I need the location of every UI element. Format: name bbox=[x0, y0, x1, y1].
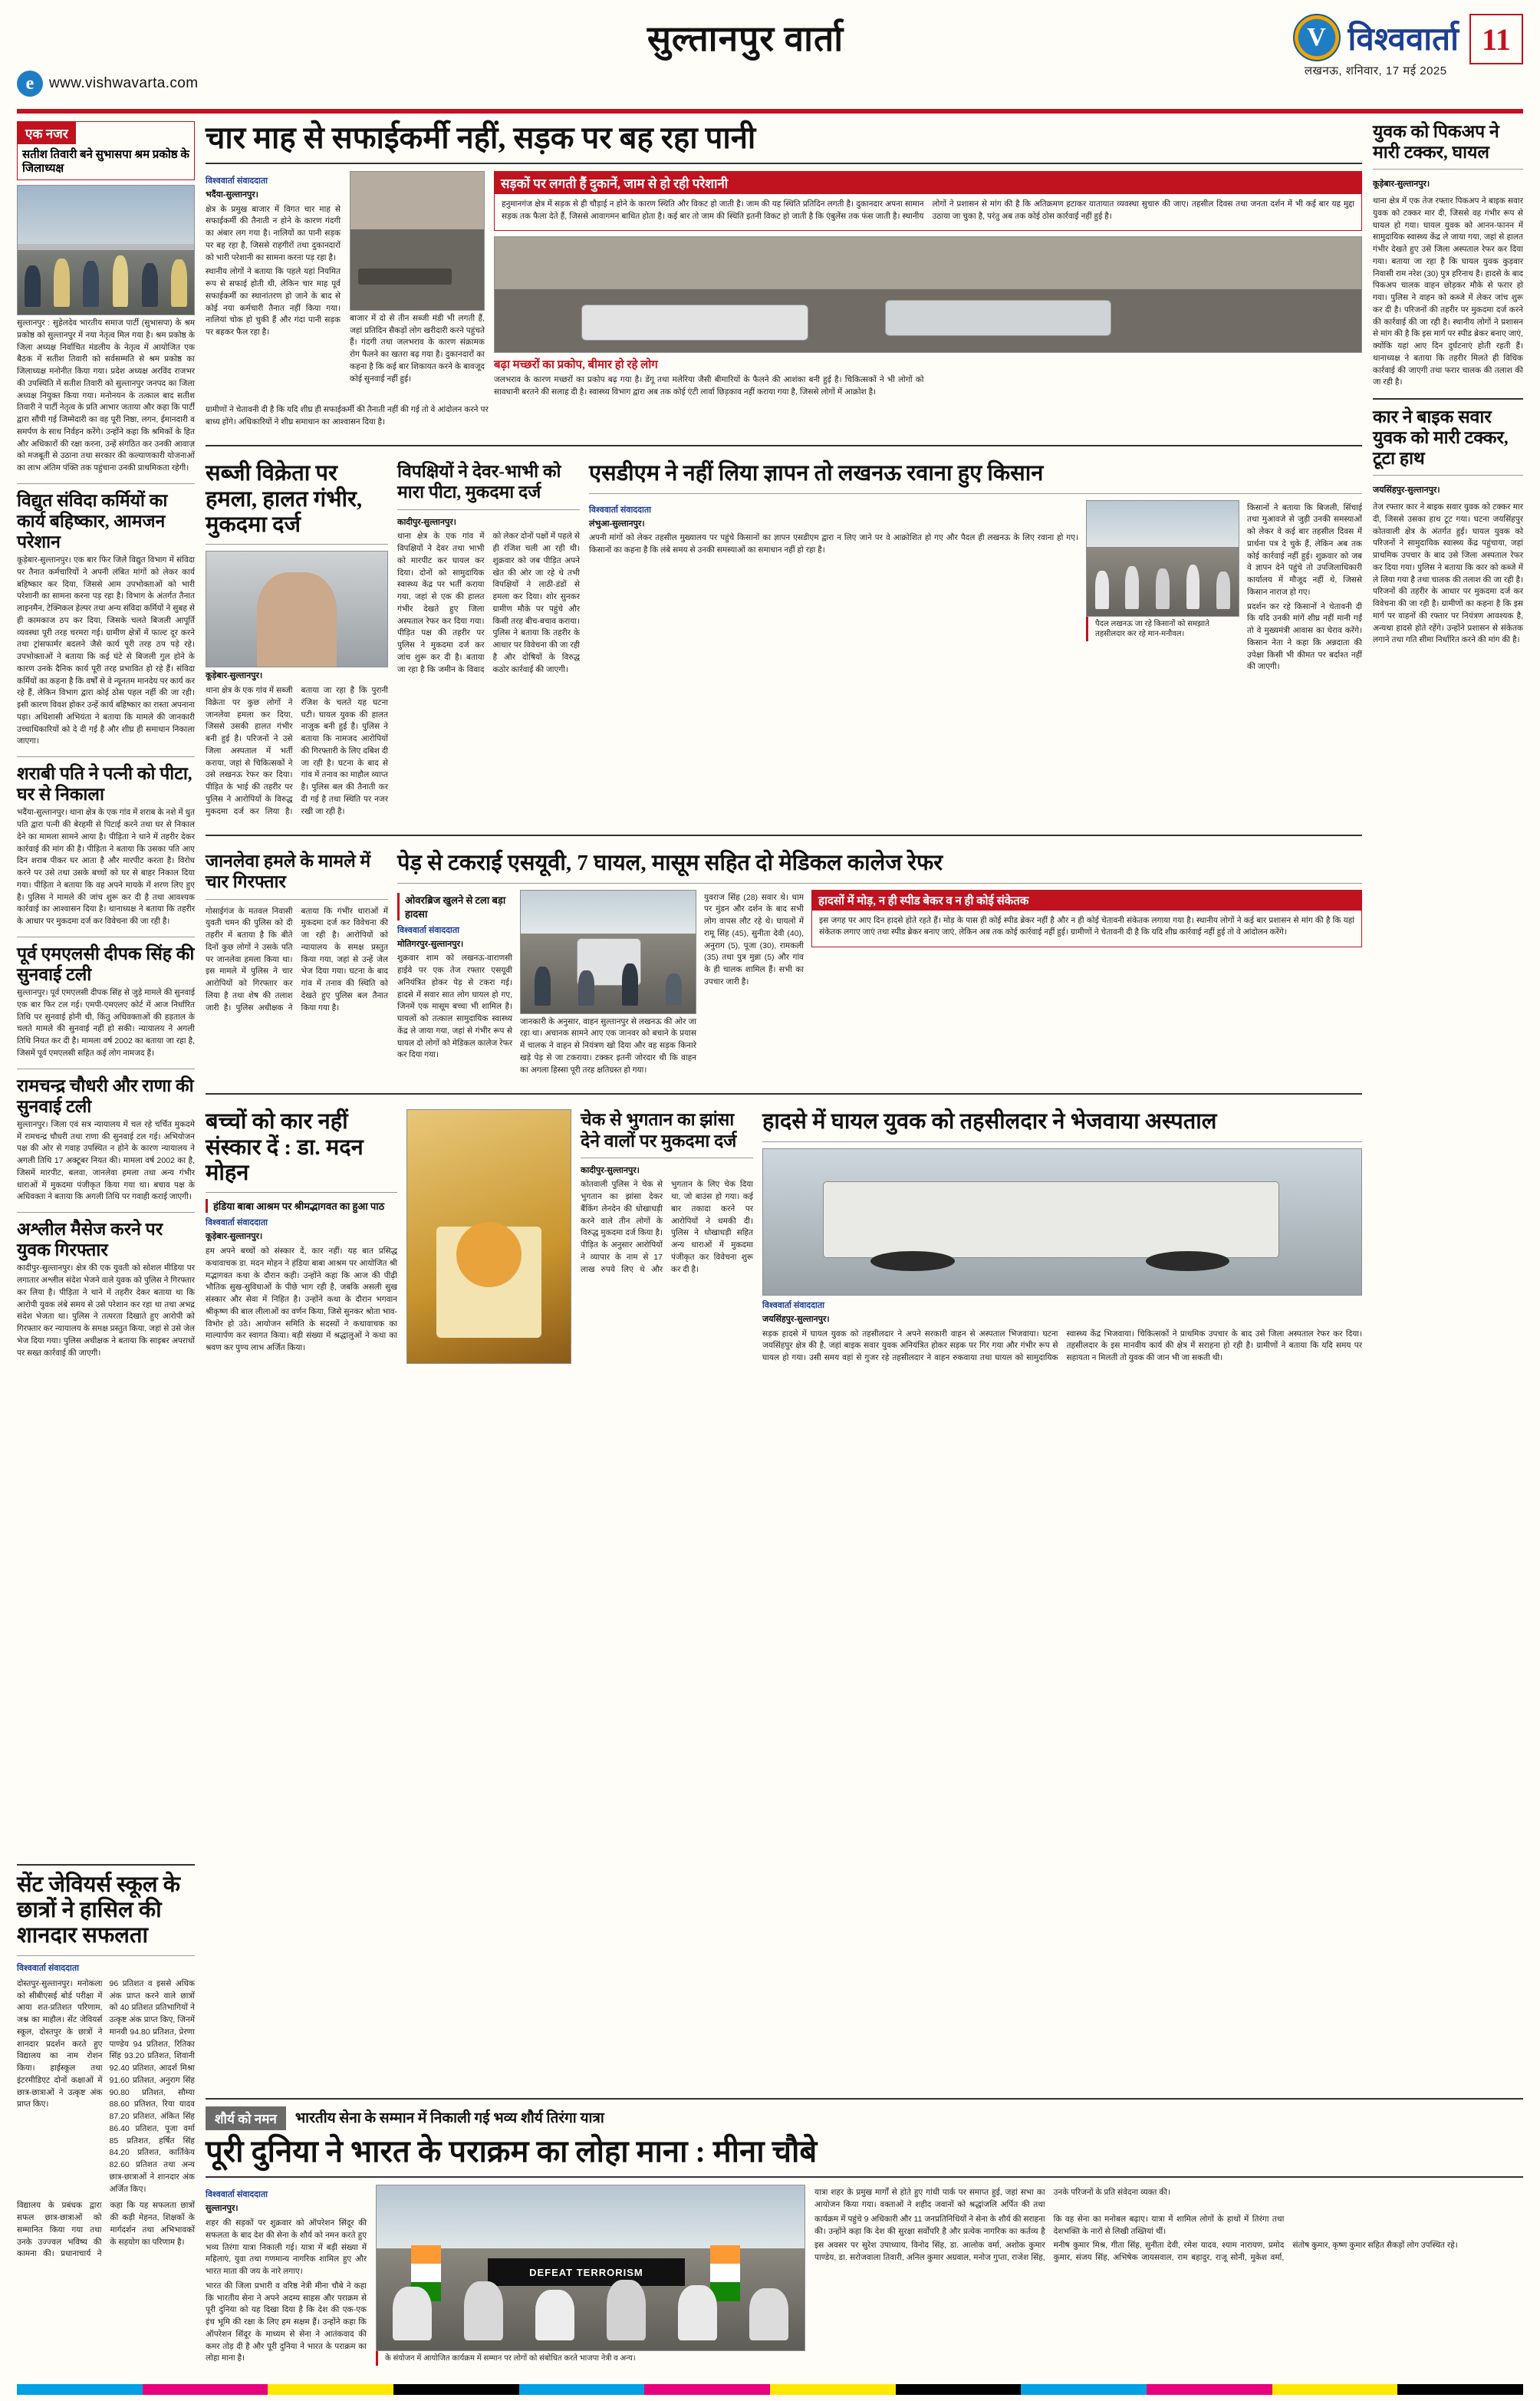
shaurya-photo-caption: के संयोजन में आयोजित कार्यक्रम में सम्मान पर लोगों को संबोधित करते भाजपा नेत्री व अन्य। bbox=[385, 2354, 636, 2363]
photo-farmers-march bbox=[1086, 500, 1239, 617]
lead-p4: ग्रामीणों ने चेतावनी दी है कि यदि शीघ्र ही सफाईकर्मी की तैनाती नहीं की गई तो वे आंदोलन करने पर बाध्य होंगे। अधिकारियों ने शीघ्र समाधान का आश्वासन दिया है। bbox=[206, 404, 489, 427]
shaurya-tagline: भारतीय सेना के सम्मान में निकाली गई भव्य शौर्य तिरंगा यात्रा bbox=[295, 2110, 604, 2126]
ek-najar-body: सुल्तानपुर : सुहेलदेव भारतीय समाज पार्टी (सुभासपा) के श्रम प्रकोष्ठ को सुल्तानपुर में नया नेतृत्व मिल गया है। श्रम प्रकोष्ठ के जिला अध्यक्ष निर्वाचित मंडलीय के नेतृत्व में आयोजित एक बैठक में सतीश तिवारी को सर्वसम्मति से श्रम प्रकोष्ठ का जिलाध्यक्ष मनोनीत किया गया। प्रदेश अध्यक्ष अरविंद राजभर की उपस्थिति में सतीश तिवारी को सुल्तानपुर जनपद का जिला अध्यक्ष नियुक्त किया गया। मनोनयन के तत्काल बाद सतीश तिवारी ने पार्टी नेतृत्व के प्रति आभार जताया और कहा कि पार्टी द्वारा सौंपी गई जिम्मेदारी का वह पूरी निष्ठा, लगन, ईमानदारी व समर्पण के साथ निर्वहन करेंगे। उन्होंने कहा कि श्रमिकों के हित और अधिकारों की रक्षा करना, उन्हें संगठित कर उनकी आवाज़ को मजबूती से उठाना तथा सरकार की कल्याणकारी योजनाओं का लाभ अंतिम पंक्ति तक पहुंचाना उनकी प्राथमिकता रहेगी। bbox=[17, 318, 195, 473]
xaviers-byline: विश्ववार्ता संवाददाता bbox=[17, 1963, 79, 1973]
page-number: 11 bbox=[1469, 14, 1523, 64]
tehsildar-dateline: जयसिंहपुर-सुल्तानपुर। bbox=[762, 1314, 830, 1324]
e-paper-icon: e bbox=[17, 71, 43, 97]
kisan-p2: किसानों ने बताया कि बिजली, सिंचाई तथा मुआवजे से जुड़ी उनकी समस्याओं को लेकर वे कई बार तहसील दिवस में प्रार्थना पत्र दे चुके हैं, लेकिन अब तक कोई कार्रवाई नहीं हुई। शुक्रवार को जब वे ज्ञापन देने पहुंचे तो उपजिलाधिकारी कार्यालय में मौजूद नहीं थे, जिससे किसान नाराज हो गए। bbox=[1247, 502, 1362, 597]
suv-p1: शुक्रवार शाम को लखनऊ-वाराणसी हाईवे पर एक तेज रफ्तार एसयूवी अनियंत्रित होकर पेड़ से टकरा गई। हादसे में सवार सात लोग घायल हो गए, जिनमें एक मासूम बच्चा भी शामिल है। घायलों को तत्काल सामुदायिक स्वास्थ्य केंद्र ले जाया गया, जहां से गंभीर रूप से घायल दो लोगों को मेडिकल कालेज रेफर कर दिया गया। bbox=[397, 953, 512, 1060]
lead-byline: विश्ववार्ता संवाददाता bbox=[206, 176, 268, 186]
sanskar-dateline: कूड़ेबार-सुल्तानपुर। bbox=[206, 1232, 263, 1242]
story-check bbox=[581, 1109, 753, 1366]
photo-injured-man bbox=[206, 551, 388, 667]
shaurya-p1: शहर की सड़कों पर शुक्रवार को ऑपरेशन सिंदूर की सफलता के बाद देश की सेना के शौर्य को नमन करते हुए भव्य तिरंगा यात्रा निकाली गई। यात्रा में बड़ी संख्या में महिलाएं, युवा तथा गणमान्य नागरिक शामिल हुए और भारत माता की जय के नारे लगाए। bbox=[206, 2218, 367, 2276]
story-devar-body: थाना क्षेत्र के एक गांव में विपक्षियों ने देवर तथा भाभी को मारपीट कर घायल कर दिया। दोनों को सामुदायिक स्वास्थ्य केंद्र पर भर्ती कराया गया, जहां से एक की हालत गंभीर देखते हुए जिला अस्पताल रेफर कर दिया गया। पीड़ित पक्ष की तहरीर पर पुलिस ने मुकदमा दर्ज कर जांच शुरू कर दी है। बताया जा रहा है कि जमीन के विवाद को लेकर दोनों पक्षों में पहले से ही रंजिश चली आ रही थी। शुक्रवार को जब पीड़ित अपने खेत की ओर जा रहे थे तभी विपक्षियों ने लाठी-डंडों से हमला कर दिया। शोर सुनकर ग्रामीण मौके पर पहुंचे और किसी तरह बीच-बचाव कराया। पुलिस ने बताया कि तहरीर के आधार पर विवेचना की जा रही है और दोषियों के विरुद्ध कठोर कार्रवाई की जाएगी। bbox=[397, 532, 580, 674]
story-sdm-kisan bbox=[589, 461, 1362, 820]
ek-najar-box bbox=[17, 121, 195, 180]
shaurya-p4: कार्यक्रम में पहुंचे 9 अधिकारी और 11 जनप्रतिनिधियों ने सेना के शौर्य की सराहना की। उन्होंने कहा कि देश की सुरक्षा सर्वोपरि है और प्रत्येक नागरिक का कर्तव्य है कि वह सेना का मनोबल बढ़ाए। यात्रा में शामिल लोगों के हाथों में तिरंगा तथा देशभक्ति के नारों से लिखी तख्तियां थीं। bbox=[814, 2214, 1285, 2236]
column-5 bbox=[1373, 121, 1523, 1367]
carbike-dateline: जयसिंहपुर-सुल्तानपुर। bbox=[1373, 486, 1440, 496]
subhead-mosquito-body: जलभराव के कारण मच्छरों का प्रकोप बढ़ गया है। डेंगू तथा मलेरिया जैसी बीमारियों के फैलने की आशंका बनी हुई है। चिकित्सकों ने भी लोगों को सावधानी बरतने की सलाह दी है। स्वास्थ्य विभाग द्वारा अब तक कोई एंटी लार्वा छिड़काव नहीं कराया गया है, जिससे लोगों में आक्रोश है। bbox=[494, 375, 924, 397]
shaurya-dateline: सुल्तानपुर। bbox=[206, 2204, 239, 2214]
story-ramchandra-body: सुल्तानपुर। जिला एवं सत्र न्यायालय में चल रहे चर्चित मुकदमे में रामचन्द्र चौधरी तथा राणा की सुनवाई टल गई। अभियोजन पक्ष की ओर से गवाह उपस्थित न होने के कारण न्यायालय ने अगली तिथि 17 अक्टूबर नियत की। मामला वर्ष 2002 का है, जिसमें मारपीट, बलवा, जानलेवा हमला तथा अन्य गंभीर धाराओं में मुकदमा पंजीकृत किया गया था। बचाव पक्ष के अधिवक्ता ने बताया कि अगली तिथि पर गवाही कराई जाएगी। bbox=[17, 1119, 195, 1202]
redbox-speed-head: हादसों में मोड़, न ही स्पीड बेकर व न ही कोई संकेतक bbox=[812, 891, 1361, 911]
shaurya-tag: शौर्य को नमन bbox=[206, 2106, 286, 2130]
headline-check: चेक से भुगतान का झांसा देने वालों पर मुकदमा दर्ज bbox=[581, 1110, 737, 1151]
suv-byline: विश्ववार्ता संवाददाता bbox=[397, 925, 459, 935]
photo-tiranga-yatra bbox=[376, 2185, 805, 2351]
shaurya-p2: भारत की जिला प्रभारी व वरिष्ठ नेत्री मीना चौबे ने कहा कि भारतीय सेना ने अपने अदम्य साहस और पराक्रम से पूरी दुनिया को यह दिखा दिया है कि देश की एक-एक इंच भूमि की रक्षा के लिए हम सक्षम हैं। उन्होंने कहा कि ऑपरेशन सिंदूर के माध्यम से सेना ने आतंकवाद की कमर तोड़ दी है और पूरी दुनिया ने भारत के पराक्रम का लोहा माना है। bbox=[206, 2281, 367, 2363]
headline-vidyut: विद्युत संविदा कर्मियों का कार्य बहिष्कार, आमजन परेशान bbox=[17, 490, 168, 552]
brand-name: विश्ववार्ता bbox=[1348, 21, 1459, 58]
story-shaurya bbox=[206, 2091, 1523, 2367]
headline-ashlil-message: अश्लील मैसेज करने पर युवक गिरफ्तार bbox=[17, 1220, 163, 1260]
masthead bbox=[17, 14, 1523, 106]
story-sharabi-body: भदैंया-सुल्तानपुर। थाना क्षेत्र के एक गांव में शराब के नशे में धुत पति द्वारा पत्नी की बेरहमी से पिटाई करने तथा घर से निकाल देने का मामला सामने आया है। पीड़िता ने थाने में तहरीर देकर कार्रवाई की मांग की है। पीड़िता ने बताया कि उसका पति आए दिन शराब पीकर घर आता है और मारपीट करता है। विरोध करने पर उसे तथा उसके बच्चों को घर से बाहर निकाल दिया गया। पीड़िता ने बताया कि वह अपने मायके में शरण लिए हुए है। पुलिस ने मामले की जांच शुरू कर दी है तथा आवश्यक कार्रवाई का आश्वासन दिया है। थानाध्यक्ष ने बताया कि तहरीर के आधार पर मुकदमा दर्ज कर विवेचना की जा रही है। bbox=[17, 808, 195, 927]
shaurya-p3: यात्रा शहर के प्रमुख मार्गों से होते हुए गांधी पार्क पर समाप्त हुई, जहां सभा का आयोजन किया गया। वक्ताओं ने शहीद जवानों को श्रद्धांजलि अर्पित की तथा उनके परिजनों के प्रति संवेदना व्यक्त की। bbox=[814, 2188, 1170, 2209]
headline-st-xaviers: सेंट जेवियर्स स्कूल के छात्रों ने हासिल की शानदार सफलता bbox=[17, 1872, 181, 1948]
kisan-p1: अपनी मांगों को लेकर तहसील मुख्यालय पर पहुंचे किसानों का ज्ञापन एसडीएम द्वारा न लिए जाने पर वे आक्रोशित हो गए और पैदल ही लखनऊ के लिए रवाना हो गए। किसानों का कहना है कि लंबे समय से उनकी समस्याओं का समाधान नहीं हो रहा है। bbox=[589, 533, 1078, 555]
redbox-jam-body: हनुमानगंज क्षेत्र में सड़क से ही चौड़ाई न होने के कारण स्थिति और विकट हो जाती है। जाम की यह स्थिति प्रतिदिन लगती है। दुकानदार अपना सामान सड़क तक फैला देते हैं, जिससे आवागमन बाधित होता है। कई बार तो जाम की स्थिति इतनी विकट हो जाती है कि एंबुलेंस तक फंस जाती है। स्थानीय लोगों ने प्रशासन से मांग की है कि अतिक्रमण हटाकर यातायात व्यवस्था सुचारु की जाए। तहसील दिवस तथा जनता दर्शन में भी कई बार यह मुद्दा उठाया जा चुका है, परंतु अब तक कोई ठोस कार्रवाई नहीं हुई है। bbox=[502, 199, 1354, 221]
headline-janleva: जानलेवा हमले के मामले में चार गिरफ्तार bbox=[206, 851, 371, 892]
story-janleva bbox=[206, 851, 388, 1079]
shaurya-byline: विश्ववार्ता संवाददाता bbox=[206, 2190, 268, 2200]
pickup-body: थाना क्षेत्र में एक तेज रफ्तार पिकअप ने बाइक सवार युवक को टक्कर मार दी, जिससे वह गंभीर रूप से घायल हो गया। घायल युवक को आनन-फानन में सामुदायिक स्वास्थ्य केंद्र ले जाया गया, जहां से हालत गंभीर देखते हुए उसे जिला अस्पताल रेफर कर दिया गया। बताया जा रहा है कि घायल युवक कुड़वार निवासी राम नरेश (30) पुत्र हरिनाथ है। हादसे के बाद पिकअप चालक वाहन छोड़कर मौके से फरार हो गया। पुलिस ने वाहन को कब्जे में लेकर जांच शुरू कर दी है। परिजनों की तहरीर पर मुकदमा दर्ज करने की कार्रवाई की जा रही है। स्थानीय लोगों ने प्रशासन से मांग की है कि इस मार्ग पर स्पीड ब्रेकर बनाए जाएं, क्योंकि यहां आए दिन दुर्घटनाएं होती रहती हैं। थानाध्यक्ष ने बताया कि तहरीर मिलते ही विधिक कार्रवाई की जाएगी तथा फरार चालक की तलाश की जा रही है। bbox=[1373, 196, 1523, 387]
masthead-rule bbox=[17, 109, 1523, 114]
photo-katha-wrap bbox=[406, 1109, 571, 1366]
redbox-speedbreaker bbox=[811, 890, 1362, 948]
column-mid bbox=[206, 121, 1362, 1367]
headline-sdm-kisan: एसडीएम ने नहीं लिया ज्ञापन तो लखनऊ रवाना हुए किसान bbox=[589, 461, 1044, 486]
headline-suv: पेड़ से टकराई एसयूवी, 7 घायल, मासूम सहित दो मेडिकल कालेज रेफर bbox=[397, 851, 943, 876]
headline-ramchandra: रामचन्द्र चौधरी और राणा की सुनवाई टली bbox=[17, 1075, 194, 1116]
redbox-jam bbox=[494, 171, 1362, 232]
headline-sabji: सब्जी विक्रेता पर हमला, हालत गंभीर, मुकदमा दर्ज bbox=[206, 461, 363, 537]
edition-date: लखनऊ, शनिवार, 17 मई 2025 bbox=[1304, 64, 1447, 77]
photo-broken-road bbox=[350, 171, 485, 311]
suv-dateline: मोतिगरपुर-सुल्तानपुर। bbox=[397, 939, 464, 949]
logo-icon: V bbox=[1293, 14, 1341, 61]
kisan-dateline: लंभुआ-सुल्तानपुर। bbox=[589, 519, 645, 529]
pickup-dateline: कूड़ेबार-सुल्तानपुर। bbox=[1373, 179, 1430, 189]
tehsildar-body: सड़क हादसे में घायल युवक को तहसीलदार ने अपने सरकारी वाहन से अस्पताल भिजवाया। घटना जयसिंहपुर क्षेत्र की है, जहां बाइक सवार युवक अनियंत्रित होकर सड़क पर गिर गया और गंभीर रूप से घायल हो गया। उसी समय वहां से गुजर रहे तहसीलदार ने वाहन रुकवाया तथा घायल को सामुदायिक स्वास्थ्य केंद्र भिजवाया। चिकित्सकों ने प्राथमिक उपचार के बाद उसे जिला अस्पताल रेफर कर दिया। तहसीलदार के इस मानवीय कार्य की क्षेत्र में सराहना हो रही है। ग्रामीणों ने बताया कि यदि समय पर सहायता न मिलती तो युवक की जान भी जा सकती थी। bbox=[762, 1329, 1362, 1363]
story-devar-bhabhi bbox=[397, 461, 580, 820]
subhead-mosquito: बढ़ा मच्छरों का प्रकोप, बीमार हो रहे लोग bbox=[494, 359, 658, 372]
headline-tehsildar: हादसे में घायल युवक को तहसीलदार ने भेजवाया अस्पताल bbox=[762, 1109, 1217, 1135]
headline-shaurya: पूरी दुनिया ने भारत के पराक्रम का लोहा माना : मीना चौबे bbox=[206, 2134, 818, 2169]
lead-p3: बाजार में दो से तीन सब्जी मंडी भी लगती हैं, जहां प्रतिदिन सैकड़ों लोग खरीदारी करने पहुंचते हैं। गंदगी तथा जलभराव के कारण संक्रामक रोग फैलने का खतरा बढ़ गया है। दुकानदारों का कहना है कि कई बार शिकायत करने के बावजूद कोई सुनवाई नहीं हुई। bbox=[350, 313, 485, 384]
story-sanskar bbox=[206, 1109, 397, 1366]
row-two bbox=[206, 461, 1362, 820]
brand-block bbox=[1293, 14, 1459, 78]
lead-headline: चार माह से सफाईकर्मी नहीं, सड़क पर बह रहा पानी bbox=[206, 120, 756, 155]
story-sabji-body2: थाना क्षेत्र के एक गांव में सब्जी विक्रेता पर कुछ लोगों ने जानलेवा हमला कर दिया, जिससे उसकी हालत गंभीर बनी हुई है। परिजनों ने उसे जिला अस्पताल में भर्ती कराया, जहां से चिकित्सकों ने उसे लखनऊ रेफर कर दिया। पीड़ित के भाई की तहरीर पर पुलिस ने आरोपियों के विरुद्ध मुकदमा दर्ज कर लिया है। बताया जा रहा है कि पुरानी रंजिश के चलते यह घटना घटी। घायल युवक की हालत नाजुक बनी हुई है। पुलिस ने बताया कि नामजद आरोपियों की गिरफ्तारी के लिए दबिश दी जा रही है। घटना के बाद से गांव में तनाव का माहौल व्याप्त है। पुलिस बल की तैनाती कर दी गई है तथा स्थिति पर नजर रखी जा रही है। bbox=[206, 686, 388, 816]
row-four bbox=[206, 1109, 1362, 1366]
carbike-body: तेज रफ्तार कार ने बाइक सवार युवक को टक्कर मार दी, जिससे उसका हाथ टूट गया। घटना जयसिंहपुर कोतवाली क्षेत्र के अंतर्गत हुई। घायल युवक को परिजनों ने सामुदायिक स्वास्थ्य केंद्र पहुंचाया, जहां प्राथमिक उपचार के बाद उसे जिला अस्पताल रेफर कर दिया गया। पुलिस ने बताया कि कार को कब्जे में ले लिया गया है तथा चालक की तलाश की जा रही है। परिजनों की तहरीर के आधार पर मुकदमा दर्ज कर विवेचना की जा रही है। ग्रामीणों का कहना है कि इस मार्ग पर वाहनों की रफ्तार पर नियंत्रण आवश्यक है, अन्यथा हादसे होते रहेंगे। उन्होंने प्रशासन से संकेतक लगाने तथा गति सीमा निर्धारित करने की मांग की है। bbox=[1373, 502, 1523, 645]
column-1 bbox=[17, 121, 195, 1367]
devar-dateline: कादीपुर-सुल्तानपुर। bbox=[397, 517, 456, 527]
xaviers-p3: 96 प्रतिशत व इससे अधिक अंक प्राप्त करने वाले छात्रों को 40 प्रतिशत प्रतिभागियों ने उत्कृष्ट अंक प्राप्त किए, जिनमें मानवी 94.80 प्रतिशत, प्रेरणा पाण्डेय 94 प्रतिशत, रितिका सिंह 93.20 प्रतिशत, शिवानी 92.40 प्रतिशत, आदर्श मिश्रा 91.60 प्रतिशत, अनुराग सिंह 90.80 प्रतिशत, सौम्या 88.60 प्रतिशत, रिया यादव 87.20 प्रतिशत, अंकित सिंह 86.40 प्रतिशत, पूजा वर्मा 85 प्रतिशत, हर्षित सिंह 84.20 प्रतिशत, कार्तिकेय 82.60 प्रतिशत तथा अन्य छात्र-छात्राओं ने शानदार अंक अर्जित किए। bbox=[109, 1978, 195, 2194]
xaviers-p1: दोस्तपुर-सुल्तानपुर। मनोकला को सीबीएसई बोर्ड परीक्षा में आया शत-प्रतिशत परिणाम, जश्न का माहौल। सेंट जेवियर्स स्कूल, दोस्तपुर के छात्रों ने शानदार प्रदर्शन करते हुए विद्यालय का नाम रोशन किया। हाईस्कूल तथा इंटरमीडिएट दोनों कक्षाओं में छात्र-छात्राओं ने उत्कृष्ट अंक प्राप्त किए। bbox=[17, 1978, 103, 2110]
story-ashlil-body: कादीपुर-सुल्तानपुर। क्षेत्र की एक युवती को सोशल मीडिया पर लगातार अश्लील संदेश भेजने वाले युवक को पुलिस ने गिरफ्तार कर लिया है। पीड़िता ने थाने में तहरीर देकर बताया था कि आरोपी युवक लंबे समय से उसे परेशान कर रहा था तथा अभद्र संदेश भेजता था। पुलिस ने तत्परता दिखाते हुए आरोपी को गिरफ्तार कर न्यायालय के समक्ष प्रस्तुत किया, जहां से उसे जेल भेज दिया गया। पुलिस अधीक्षक ने बताया कि साइबर अपराधों पर सख्त कार्रवाई की जाएगी। bbox=[17, 1263, 195, 1358]
xaviers-p2: विद्यालय के प्रबंधक द्वारा सफल छात्र-छात्राओं को सम्मानित किया गया तथा उनके उज्ज्वल भविष्य की कामना की। प्रधानाचार्य ने कहा कि यह सफलता छात्रों की कड़ी मेहनत, शिक्षकों के मार्गदर्शन तथा अभिभावकों के सहयोग का परिणाम है। bbox=[17, 2201, 195, 2259]
story-sabji bbox=[206, 461, 388, 820]
suv-p2: जानकारी के अनुसार, वाहन सुल्तानपुर से लखनऊ की ओर जा रहा था। अचानक सामने आए एक जानवर को बचाने के प्रयास में चालक ने वाहन से नियंत्रण खो दिया और वह सड़क किनारे खड़े पेड़ से जा टकराया। टक्कर इतनी जोरदार थी कि वाहन का अगला हिस्सा पूरी तरह क्षतिग्रस्त हो गया। bbox=[520, 1016, 696, 1075]
headline-car-bike: कार ने बाइक सवार युवक को मारी टक्कर, टूटा हाथ bbox=[1373, 407, 1509, 469]
lead-dateline: भदैंया-सुल्तानपुर। bbox=[206, 189, 258, 199]
photo-police-jeep bbox=[762, 1148, 1362, 1296]
check-dateline: कादीपुर-सुल्तानपुर। bbox=[581, 1165, 640, 1175]
lead-p2: स्थानीय लोगों ने बताया कि पहले यहां नियमित रूप से सफाई होती थी, लेकिन चार माह पूर्व सफाईकर्मी का स्थानांतरण हो जाने के बाद से कोई नया कर्मचारी तैनात नहीं किया गया। नालियां चोक हो चुकी हैं और गंदा पानी सड़क पर बहकर फैल रहा है। bbox=[206, 267, 341, 338]
photo-market-jam bbox=[494, 236, 1362, 353]
headline-devar-bhabhi: विपक्षियों ने देवर-भाभी को मारा पीटा, मुकदमा दर्ज bbox=[397, 462, 561, 502]
lead-p1: क्षेत्र के प्रमुख बाजार में विगत चार माह से सफाईकर्मी की तैनाती न होने के कारण गंदगी का अंबार लग गया है। नालियों का पानी सड़क पर बह रहा है, जिससे राहगीरों तथा दुकानदारों को भारी परेशानी का सामना करना पड़ रहा है। bbox=[206, 204, 341, 262]
photo-satish-tiwari bbox=[17, 185, 195, 315]
website-url[interactable]: www.vishwavarta.com bbox=[49, 75, 199, 91]
sanskar-byline: विश्ववार्ता संवाददाता bbox=[206, 1218, 268, 1228]
ek-najar-subhead: सतीश तिवारी बने सुभासपा श्रम प्रकोष्ठ के जिलाध्यक्ष bbox=[22, 149, 189, 175]
page-title: सुल्तानपुर वार्ता bbox=[647, 19, 844, 58]
sanskar-body: हम अपने बच्चों को संस्कार दें, कार नहीं। यह बात प्रसिद्ध कथावाचक डा. मदन मोहन ने हंडिया बाबा आश्रम पर आयोजित श्री मद्भागवत कथा के दौरान कही। उन्होंने कहा कि आज की पीढ़ी भौतिक सुख-सुविधाओं के पीछे भाग रही है, जबकि असली सुख संस्कार और सेवा में निहित है। उन्होंने कथा के दौरान भगवान श्रीकृष्ण की बाल लीलाओं का वर्णन किया, जिसे सुनकर श्रोता भाव-विभोर हो उठे। आयोजन समिति के सदस्यों ने कथावाचक का माल्यार्पण कर स्वागत किया। बड़ी संख्या में श्रद्धालुओं ने कथा का श्रवण कर पुण्य लाभ अर्जित किया। bbox=[206, 1247, 397, 1353]
suv-kicker: ओवरब्रिज खुलने से टला बड़ा हादसा bbox=[405, 894, 506, 920]
protest-banner: DEFEAT TERRORISM bbox=[488, 2258, 685, 2287]
shaurya-p5: इस अवसर पर सुरेश उपाध्याय, विनोद सिंह, डा. आलोक वर्मा, अशोक कुमार पाण्डेय, डा. सरोजवाला तिवारी, अनिल कुमार अग्रवाल, मनोज गुप्ता, राजेश सिंह, मनीष कुमार मिश्र, गीता सिंह, सुनीता देवी, रमेश यादव, श्याम नारायण, प्रमोद कुमार, संजय सिंह, अभिषेक जायसवाल, राम बहादुर, राजू सोनी, मुकेश वर्मा, संतोष कुमार, कृष्ण कुमार सहित सैकड़ों लोग उपस्थित रहे। bbox=[814, 2241, 1458, 2262]
story-tehsildar bbox=[762, 1109, 1362, 1366]
story-janleva-body: गोसाईगंज के मतवल निवासी युवती चमन की पुलिस को दी तहरीर में बताया है कि बीते दिनों कुछ लोगों ने उसके पति पर जानलेवा हमला किया था। इस मामले में पुलिस ने चार आरोपियों को गिरफ्तार कर लिया है तथा शेष की तलाश जारी है। पुलिस अधीक्षक ने बताया कि गंभीर धाराओं में मुकदमा दर्ज कर विवेचना की जा रही है। आरोपियों को न्यायालय के समक्ष प्रस्तुत किया गया, जहां से उन्हें जेल भेज दिया गया। घटना के बाद गांव में तनाव की स्थिति को देखते हुए पुलिस बल तैनात किया गया है। bbox=[206, 906, 388, 1013]
story-suv bbox=[397, 851, 1362, 1079]
color-registration-bar bbox=[17, 2384, 1523, 2395]
headline-sanskar: बच्चों को कार नहीं संस्कार दें : डा. मदन मोहन bbox=[206, 1109, 364, 1186]
photo-katha-vachak bbox=[406, 1109, 571, 1364]
redbox-speed-body: इस जगह पर आए दिन हादसे होते रहते हैं। मोड़ के पास ही कोई स्पीड ब्रेकर नहीं है और न ही कोई चेतावनी संकेतक लगाया गया है। स्थानीय लोगों ने कई बार प्रशासन से मांग की है कि यहां संकेतक लगाए जाएं तथा स्पीड ब्रेकर बनाए जाएं, लेकिन अब तक कोई कार्रवाई नहीं हुई। ग्रामीणों ने चेतावनी दी है कि यदि शीघ्र कार्रवाई नहीं हुई तो वे आंदोलन करेंगे। bbox=[819, 915, 1354, 937]
headline-deepak-singh: पूर्व एमएलसी दीपक सिंह की सुनवाई टली bbox=[17, 944, 195, 984]
headline-sharabi-pati: शराबी पति ने पत्नी को पीटा, घर से निकाला bbox=[17, 764, 192, 805]
story-vidyut-body: कूड़ेबार-सुल्तानपुर। एक बार फिर जिलेे विद्युत विभाग में संविदा पर तैनात कर्मचारियों ने अपनी लंबित मांगों को लेकर कार्य बहिष्कार कर दिया, जिससे आम उपभोक्ताओं को भारी परेशानी का सामना करना पड़ रहा है। विभाग के अंतर्गत तैनात लाइनमैन, टेक्निकल हेल्पर तथा अन्य संविदा कर्मियों ने सुबह से ही कामकाज ठप कर दिया, जिसके चलते बिजली आपूर्ति व्यवस्था पूरी तरह चरमरा गई। ग्रामीण क्षेत्रों में फाल्ट दूर करने तथा ट्रांसफार्मर बदलने जैसे कार्य पूरी तरह ठप पड़े रहे। उपभोक्ताओं ने बताया कि कई घंटे से बिजली गुल होने के कारण उनके दैनिक कार्य पूरी तरह प्रभावित हो रहे हैं। संविदा कर्मियों का कहना है कि वर्षों से वे न्यूनतम मानदेय पर कार्य कर रहे हैं, लेकिन विभाग द्वारा कोई ठोस पहल नहीं की जा रही। इसी कारण विवश होकर उन्हें कार्य बहिष्कार का रास्ता अपनाना पड़ा। अधिशासी अभियंता ने बताया कि मामले की जानकारी उच्चाधिकारियों को दे दी गई है और शीघ्र ही समाधान निकाला जाएगा। bbox=[17, 555, 195, 746]
suv-p3: युवराज सिंह (28) सवार थे। धाम पर मुंडन और दर्शन के बाद सभी लोग वापस लौट रहे थे। घायलों में रामू सिंह (45), सुनीता देवी (40), अनुराग (5), पूजा (30), रामकली (35) तथा पुत्र मुन्ना (5) और गांव के ही चालक शामिल हैं। सभी का उपचार जारी है। bbox=[704, 892, 804, 986]
photo-accident-suv bbox=[520, 890, 696, 1014]
check-body: कोतवाली पुलिस ने चेक से भुगतान का झांसा देकर बैंकिंग लेनदेन की धोखाधड़ी करने वाले तीन लोगों के विरुद्ध मुकदमा दर्ज किया है। पीड़ित के अनुसार आरोपियों ने व्यापार के नाम से 17 लाख रुपये लिए थे और भुगतान के लिए चेक दिया था, जो बाउंस हो गया। कई बार तकादा करने पर आरोपियों ने धमकी दी। पुलिस ने धोखाधड़ी सहित अन्य धाराओं में मुकदमा पंजीकृत कर विवेचना शुरू कर दी है। bbox=[581, 1180, 753, 1274]
sanskar-kicker: हंडिया बाबा आश्रम पर श्रीमद्भागवत का हुआ पाठ bbox=[213, 1200, 385, 1213]
masthead-right bbox=[1293, 14, 1523, 78]
content-grid bbox=[17, 121, 1523, 1367]
ek-najar-tag: एक नजर bbox=[18, 122, 76, 144]
redbox-jam-head: सड़कों पर लगती हैं दुकानें, जाम से हो रही परेशानी bbox=[495, 172, 1361, 194]
row-three bbox=[206, 851, 1362, 1079]
masthead-left bbox=[17, 14, 198, 97]
kisan-photo-caption: पैदल लखनऊ जा रहे किसानों को समझाते तहसीलदार कर रहे मान-मनौवल। bbox=[1095, 619, 1209, 638]
story-st-xaviers bbox=[17, 1857, 195, 2263]
headline-pickup: युवक को पिकअप ने मारी टक्कर, घायल bbox=[1373, 122, 1499, 163]
tehsildar-byline: विश्ववार्ता संवाददाता bbox=[762, 1300, 824, 1310]
story-deepak-body: सुल्तानपुर। पूर्व एमएलसी दीपक सिंह से जुड़े मामले की सुनवाई एक बार फिर टल गई। एमपी-एमएलए कोर्ट में आज निर्धारित तिथि पर सुनवाई होनी थी, किंतु अधिवक्ताओं की हड़ताल के चलते मामले की सुनवाई नहीं हो सकी। न्यायालय ने अगली तिथि नियत कर दी है। मामला वर्ष 2002 का बताया जा रहा है, जिसमें पूर्व एमएलसी सहित कई लोग नामजद हैं। bbox=[17, 988, 195, 1058]
kisan-byline: विश्ववार्ता संवाददाता bbox=[589, 505, 651, 515]
kisan-p3: प्रदर्शन कर रहे किसानों ने चेतावनी दी कि यदि उनकी मांगें शीघ्र नहीं मानी गईं तो वे मुख्यमंत्री आवास का घेराव करेंगे। किसान नेता ने कहा कि अन्नदाता की उपेक्षा किसी भी कीमत पर बर्दाश्त नहीं की जाएगी। bbox=[1247, 601, 1362, 672]
story-sabji-body: कूड़ेबार-सुल्तानपुर। bbox=[206, 671, 263, 681]
section-title-wrap bbox=[198, 14, 1292, 61]
lead-story bbox=[206, 121, 1362, 430]
website-row[interactable] bbox=[17, 71, 198, 97]
